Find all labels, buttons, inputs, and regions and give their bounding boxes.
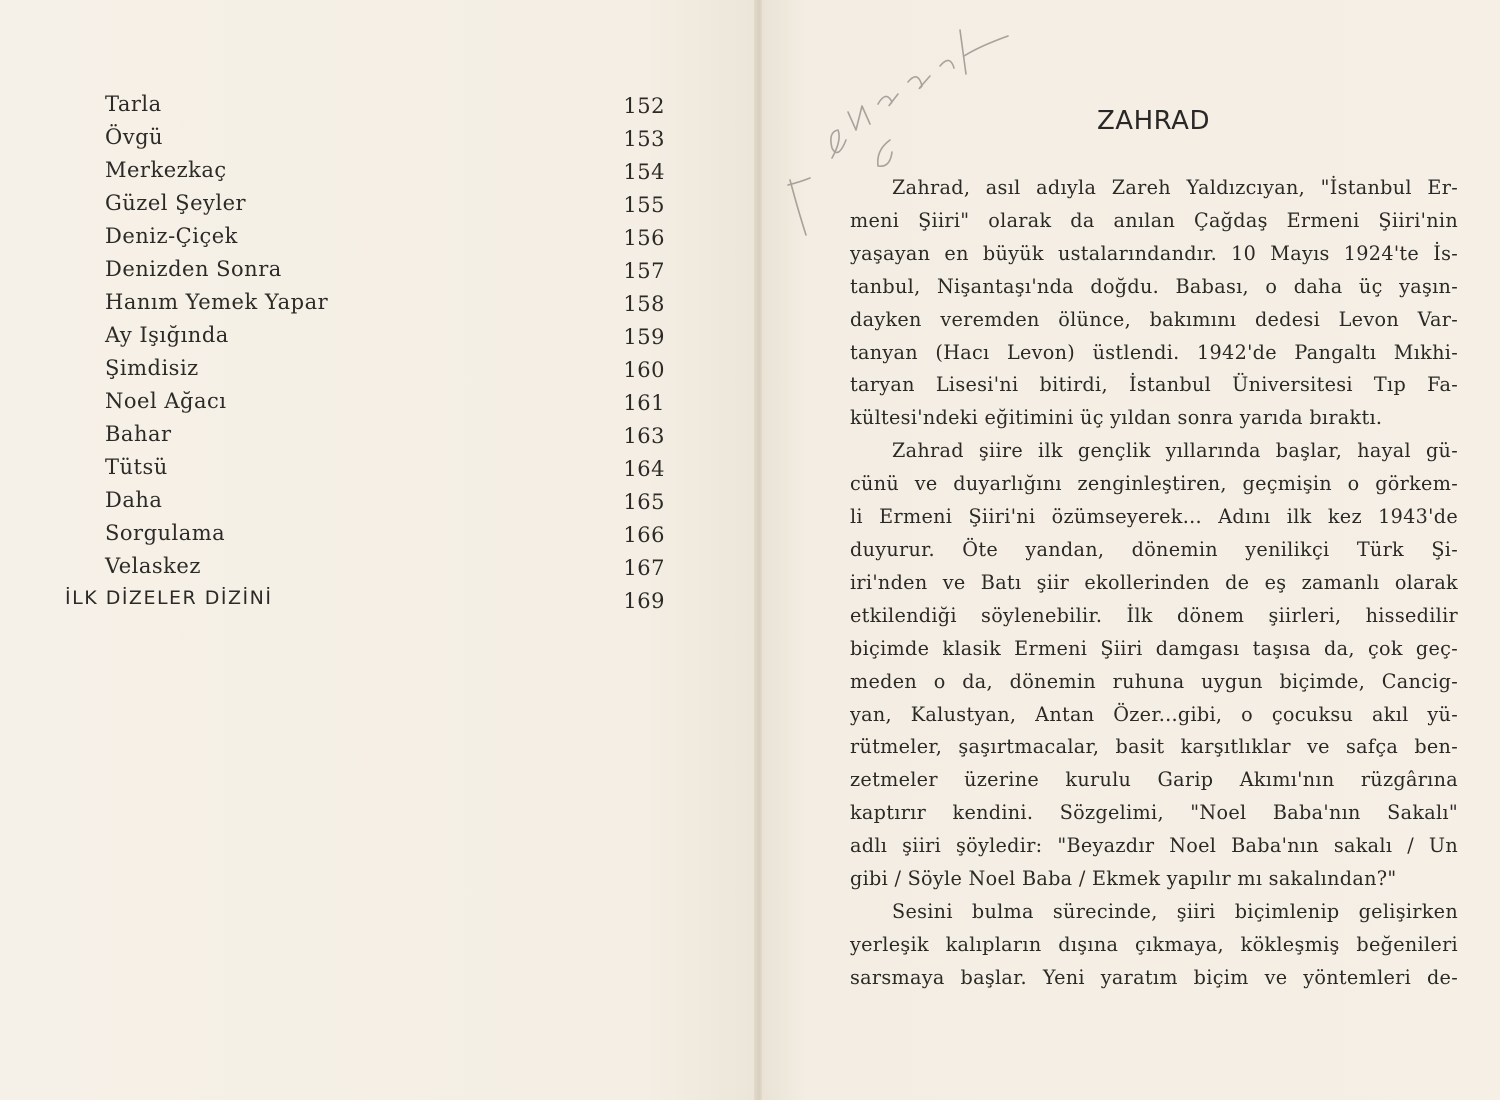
text-line: sarsmaya başlar. Yeni yaratım biçim ve yöntemleri de- bbox=[850, 965, 1458, 989]
toc-entry-title: Tütsü bbox=[105, 455, 168, 479]
text-line: tanbul, Nişantaşı'nda doğdu. Babası, o daha üç yaşın- bbox=[850, 274, 1458, 298]
toc-entry-page: 153 bbox=[623, 127, 665, 151]
text-line: meni Şiiri" olarak da anılan Çağdaş Ermeni Şiiri'nin bbox=[850, 208, 1458, 232]
toc-entry-title: Tarla bbox=[105, 92, 162, 116]
text-line: Sesini bulma sürecinde, şiiri biçimlenip gelişirken bbox=[892, 899, 1458, 923]
toc-entry bbox=[105, 191, 665, 223]
toc-entry-page: 154 bbox=[623, 160, 665, 184]
toc-entry-title: Merkezkaç bbox=[105, 158, 227, 182]
toc-entry bbox=[105, 554, 665, 586]
toc-entry-page: 165 bbox=[623, 490, 665, 514]
toc-entry-page: 163 bbox=[623, 424, 665, 448]
text-line: taryan Lisesi'ni bitirdi, İstanbul Üniversitesi Tıp Fa- bbox=[850, 373, 1458, 397]
toc-entry-title: Bahar bbox=[105, 422, 172, 446]
toc-entry-index bbox=[65, 587, 665, 619]
toc-entry bbox=[105, 290, 665, 322]
toc-entry-page: 152 bbox=[623, 94, 665, 118]
text-line: rütmeler, şaşırtmacalar, basit karşıtlıklar ve safça ben- bbox=[850, 735, 1458, 759]
toc-entry-page: 156 bbox=[623, 226, 665, 250]
toc-entry-page: 164 bbox=[623, 457, 665, 481]
toc-entry-title: Güzel Şeyler bbox=[105, 191, 247, 215]
text-line: kültesi'ndeki eğitimini üç yıldan sonra yarıda bıraktı. bbox=[850, 406, 1383, 430]
toc-entry bbox=[105, 224, 665, 256]
toc-entry-page: 167 bbox=[623, 556, 665, 580]
toc-entry-title: Denizden Sonra bbox=[105, 257, 282, 281]
text-line: etkilendiği söylenebilir. İlk dönem şiirleri, hissedilir bbox=[850, 603, 1458, 627]
toc-entry bbox=[105, 125, 665, 157]
toc-entry-page: 169 bbox=[623, 589, 665, 613]
text-line: dayken veremden ölünce, bakımını dedesi Levon Var- bbox=[850, 307, 1458, 331]
text-line: gibi / Söyle Noel Baba / Ekmek yapılır mı sakalından?" bbox=[850, 867, 1397, 891]
text-line: kaptırır kendini. Sözgelimi, "Noel Baba'nın Sakalı" bbox=[850, 801, 1458, 825]
toc-entry-title: Sorgulama bbox=[105, 521, 226, 545]
text-line: biçimde klasik Ermeni Şiiri damgası taşısa da, çok geç- bbox=[850, 636, 1458, 660]
toc-entry bbox=[105, 455, 665, 487]
toc-entry-page: 157 bbox=[623, 259, 665, 283]
text-line: tanyan (Hacı Levon) üstlendi. 1942'de Pangaltı Mıkhi- bbox=[850, 340, 1458, 364]
toc-entry bbox=[105, 422, 665, 454]
toc-entry-page: 158 bbox=[623, 292, 665, 316]
toc-entry-title: Övgü bbox=[105, 125, 164, 149]
toc-entry-title: Hanım Yemek Yapar bbox=[105, 290, 329, 314]
text-line: Zahrad, asıl adıyla Zareh Yaldızcıyan, "İstanbul Er- bbox=[892, 176, 1458, 199]
toc-entry-page: 159 bbox=[623, 325, 665, 349]
text-line: duyurur. Öte yandan, dönemin yenilikçi Türk Şi- bbox=[850, 537, 1458, 561]
toc-entry bbox=[105, 92, 665, 124]
toc-entry-title: Velaskez bbox=[105, 554, 201, 578]
toc-entry bbox=[105, 323, 665, 355]
chapter-body bbox=[850, 172, 1458, 995]
text-line: yerleşik kalıpların dışına çıkmaya, kökleşmiş beğenileri bbox=[850, 932, 1458, 956]
text-line: iri'nden ve Batı şiir ekollerinden de eş zamanlı olarak bbox=[850, 570, 1458, 594]
toc-entry bbox=[105, 356, 665, 388]
text-line: meden o da, dönemin ruhuna uygun biçimde, Cancig- bbox=[850, 669, 1458, 693]
text-line: li Ermeni Şiiri'ni özümseyerek... Adını ilk kez 1943'de bbox=[850, 505, 1458, 529]
toc-entry bbox=[105, 521, 665, 553]
toc-entry bbox=[105, 158, 665, 190]
text-line: cünü ve duyarlığını zenginleştiren, geçmişin o görkem- bbox=[850, 472, 1458, 496]
toc-entry-title: Noel Ağacı bbox=[105, 389, 227, 413]
toc-entry-title: Deniz-Çiçek bbox=[105, 224, 238, 248]
text-line: Zahrad şiire ilk gençlik yıllarında başlar, hayal gü- bbox=[892, 439, 1458, 463]
toc-entry-page: 166 bbox=[623, 523, 665, 547]
toc-entry-title: İLK DİZELER DİZİNİ bbox=[65, 587, 273, 609]
toc-entry bbox=[105, 389, 665, 421]
text-line: yan, Kalustyan, Antan Özer...gibi, o çocuksu akıl yü- bbox=[850, 702, 1458, 726]
toc-entry bbox=[105, 257, 665, 289]
toc-entry-page: 160 bbox=[623, 358, 665, 382]
text-line: adlı şiiri şöyledir: "Beyazdır Noel Baba'nın sakalı / Un bbox=[850, 834, 1458, 858]
toc-entry-title: Ay Işığında bbox=[105, 323, 229, 347]
toc-entry-page: 155 bbox=[623, 193, 665, 217]
text-line: yaşayan en büyük ustalarındandır. 10 Mayıs 1924'te İs- bbox=[850, 241, 1458, 265]
toc-entry-title: Daha bbox=[105, 488, 163, 512]
toc-entry-title: Şimdisiz bbox=[105, 356, 199, 380]
toc-entry bbox=[105, 488, 665, 520]
chapter-title: ZAHRAD bbox=[1097, 106, 1210, 136]
text-line: zetmeler üzerine kurulu Garip Akımı'nın rüzgârına bbox=[850, 768, 1458, 792]
toc-entry-page: 161 bbox=[623, 391, 665, 415]
